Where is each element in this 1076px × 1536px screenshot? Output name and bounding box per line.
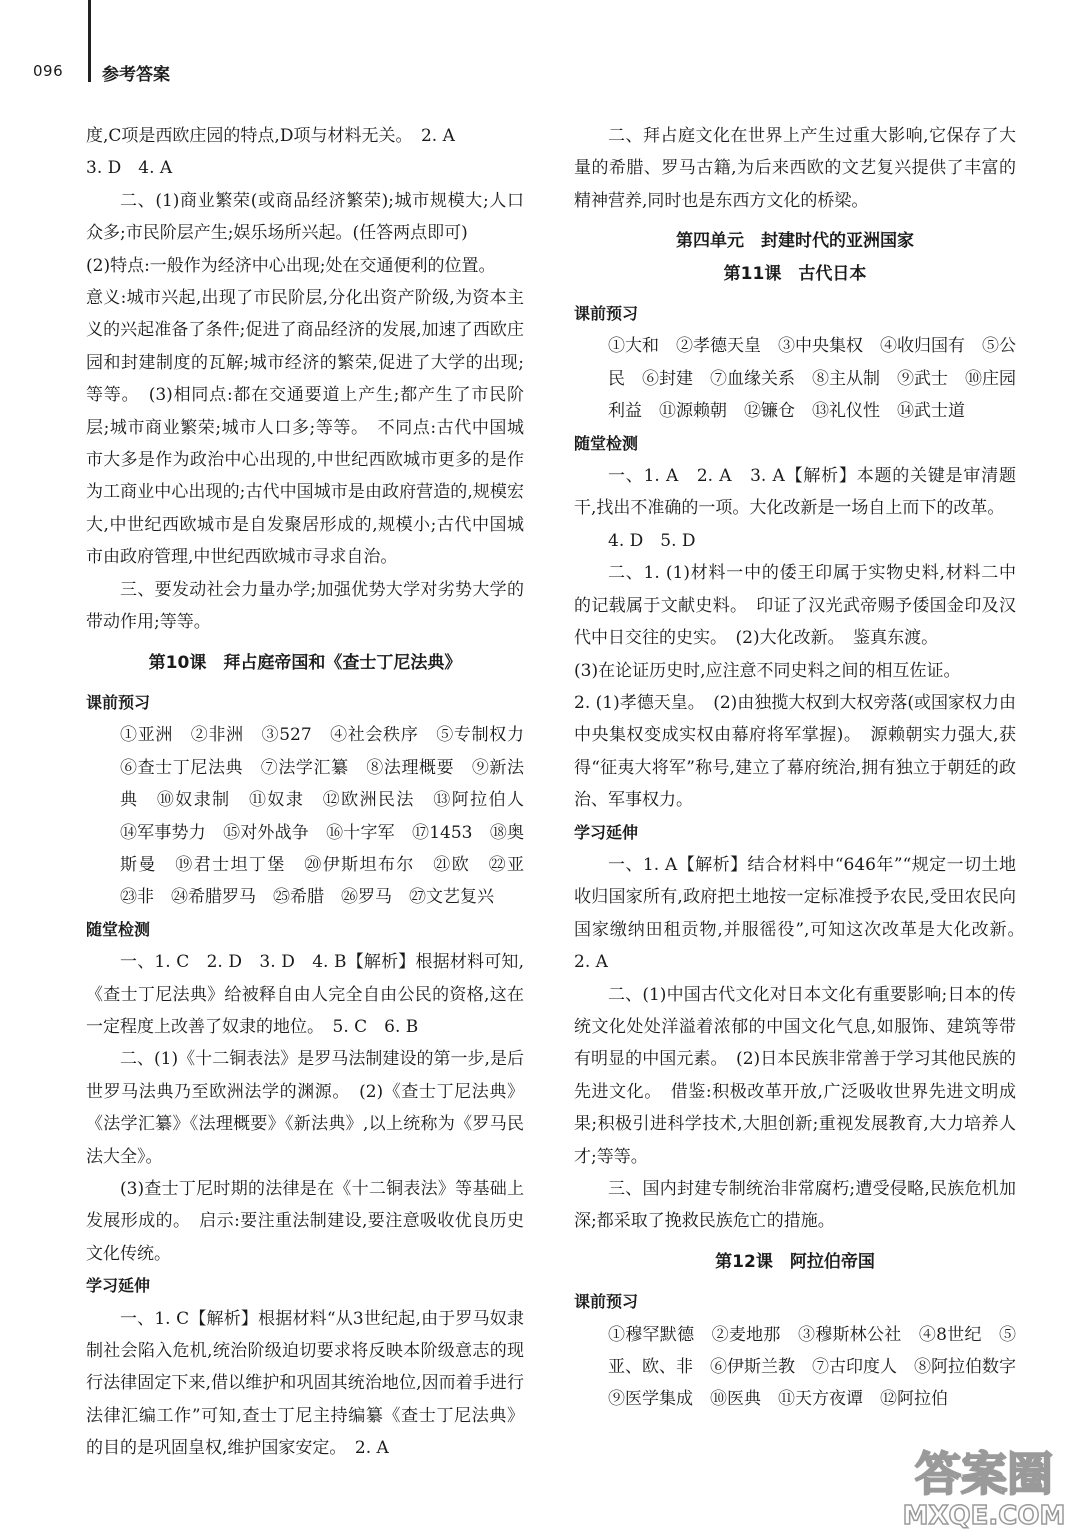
left-column bbox=[86, 120, 541, 1465]
answer-paragraph: 意义:城市兴起,出现了市民阶层,分化出资产阶级,为资本主义的兴起准备了条件;促进了商品经济的发展,加速了西欧庄园和封建制度的瓦解;城市经济的繁荣,促进了大学的出现;等等。 (3)相同点:都在交通要道上产生;都产生了市民阶层;城市商业繁荣;城市人口多;等等。 不同点:古代中国城市大多是作为政治中心出现的,中世纪西欧城市更多的是作为工商业中心出现的;古代中国城市是由政府营造的,规模宏大,中世纪西欧城市是自发聚居形成的,规模小;古代中国城市由政府管理,中世纪西欧城市寻求自治。 bbox=[86, 288, 524, 568]
header-title: 参考答案 bbox=[102, 65, 170, 85]
answer-paragraph: 4. D 5. D bbox=[608, 530, 696, 551]
lesson-heading: 第11课 古代日本 bbox=[723, 263, 867, 284]
section-label: 随堂检测 bbox=[86, 919, 151, 939]
answer-paragraph: 2. (1)孝德天皇。 (2)由独揽大权到大权旁落(或国家权力由中央集权变成实权由幕府将军掌握)。 源赖朝实力强大,获得“征夷大将军”称号,建立了幕府统治,拥有独立于朝廷的政治、军事权力。 bbox=[574, 692, 1016, 811]
answer-paragraph: 二、拜占庭文化在世界上产生过重大影响,它保存了大量的希腊、罗马古籍,为后来西欧的文艺复兴提供了丰富的精神营养,同时也是东西方文化的桥梁。 bbox=[574, 126, 1016, 211]
answer-paragraph: ①亚洲 ②非洲 ③527 ④社会秩序 ⑤专制权力 ⑥查士丁尼法典 ⑦法学汇纂 ⑧法理概要 ⑨新法典 ⑩奴隶制 ⑪奴隶 ⑫欧洲民法 ⑬阿拉伯人 ⑭军事势力 ⑮对外战争 ⑯十字军 ⑰1453 ⑱奥斯曼 ⑲君士坦丁堡 ⑳伊斯坦布尔 ㉑欧 ㉒亚 ㉓非 ㉔希腊罗马 ㉕希腊 ㉖罗马 ㉗文艺复兴 bbox=[120, 725, 541, 908]
answer-paragraph: (3)在论证历史时,应注意不同史料之间的相互佐证。 bbox=[574, 660, 961, 681]
answer-paragraph: 二、(1)《十二铜表法》是罗马法制建设的第一步,是后世罗马法典乃至欧洲法学的渊源。 (2)《查士丁尼法典》《法学汇纂》《法理概要》《新法典》,以上统称为《罗马民法大全》。 bbox=[86, 1049, 524, 1167]
answer-paragraph: ①穆罕默德 ②麦地那 ③穆斯林公社 ④8世纪 ⑤亚、欧、非 ⑥伊斯兰教 ⑦古印度人 ⑧阿拉伯数字 ⑨医学集成 ⑩医典 ⑪天方夜谭 ⑫阿拉伯 bbox=[608, 1324, 1033, 1410]
section-label: 学习延伸 bbox=[574, 822, 639, 842]
answer-paragraph: 一、1. C 2. D 3. D 4. B【解析】根据材料可知,《查士丁尼法典》给被释自由人完全自由公民的资格,这在一定程度上改善了奴隶的地位。 5. C 6. B bbox=[86, 952, 524, 1037]
answer-paragraph: 一、1. A 2. A 3. A【解析】本题的关键是审清题干,找出不准确的一项。大化改新是一场自上而下的改革。 bbox=[574, 466, 1016, 519]
answer-paragraph: ①大和 ②孝德天皇 ③中央集权 ④收归国有 ⑤公民 ⑥封建 ⑦血缘关系 ⑧主从制 ⑨武士 ⑩庄园利益 ⑪源赖朝 ⑫镰仓 ⑬礼仪性 ⑭武士道 bbox=[608, 336, 1016, 422]
page-number: 096 bbox=[33, 62, 64, 80]
answer-paragraph: 度,C项是西欧庄园的特点,D项与材料无关。 2. A bbox=[86, 126, 455, 146]
watermark-text-cn: 答案圈 bbox=[915, 1447, 1053, 1501]
answer-paragraph: 一、1. C【解析】根据材料“从3世纪起,由于罗马奴隶制社会陷入危机,统治阶级迫切要求将反映本阶级意志的现行法律固定下来,借以维护和巩固其统治地位,因而着手进行法律汇编工作”可知,查士丁尼主持编纂《查士丁尼法典》的目的是巩固皇权,维护国家安定。 2. A bbox=[86, 1308, 524, 1459]
section-label: 课前预习 bbox=[86, 692, 151, 712]
section-label: 随堂检测 bbox=[574, 433, 639, 453]
section-label: 学习延伸 bbox=[86, 1276, 151, 1296]
header-divider bbox=[88, 0, 91, 82]
answer-paragraph: 二、(1)中国古代文化对日本文化有重要影响;日本的传统文化处处洋溢着浓郁的中国文化气息,如服饰、建筑等带有明显的中国元素。 (2)日本民族非常善于学习其他民族的先进文化。 借鉴:积极改革开放,广泛吸收世界先进文明成果;积极引进科学技术,大胆创新;重视发展教育,大力培养人才;等等。 bbox=[574, 984, 1016, 1167]
answer-paragraph: 三、国内封建专制统治非常腐朽;遭受侵略,民族危机加深;都采取了挽救民族危亡的措施。 bbox=[574, 1179, 1016, 1232]
right-column bbox=[574, 120, 1033, 1416]
section-label: 课前预习 bbox=[574, 1292, 639, 1312]
answer-paragraph: 3. D 4. A bbox=[86, 158, 173, 179]
watermark-text-en: MXQE.COM bbox=[902, 1501, 1066, 1531]
section-label: 课前预习 bbox=[574, 304, 639, 324]
answer-paragraph: 三、要发动社会力量办学;加强优势大学对劣势大学的带动作用;等等。 bbox=[86, 579, 524, 633]
lesson-heading: 第12课 阿拉伯帝国 bbox=[715, 1251, 875, 1272]
answer-paragraph: 一、1. A【解析】结合材料中“646年”“规定一切土地收归国家所有,政府把土地按一定标准授予农民,受田农民向国家缴纳田租贡物,并服徭役”,可知这次改革是大化改新。 2. A bbox=[574, 854, 1033, 973]
lesson-heading: 第四单元 封建时代的亚洲国家 bbox=[676, 231, 914, 252]
page-header bbox=[0, 0, 1076, 90]
answer-paragraph: (3)查士丁尼时期的法律是在《十二铜表法》等基础上发展形成的。 启示:要注重法制建设,要注意吸收优良历史文化传统。 bbox=[86, 1179, 524, 1264]
answer-paragraph: (2)特点:一般作为经济中心出现;处在交通便利的位置。 bbox=[86, 255, 496, 276]
watermark-logo bbox=[892, 1440, 1072, 1532]
answer-paragraph: 二、(1)商业繁荣(或商品经济繁荣);城市规模大;人口众多;市民阶层产生;娱乐场所兴起。(任答两点即可) bbox=[86, 190, 524, 244]
answer-paragraph: 二、1. (1)材料一中的倭王印属于实物史料,材料二中的记载属于文献史料。 印证了汉光武帝赐予倭国金印及汉代中日交往的史实。 (2)大化改新。 鉴真东渡。 bbox=[574, 563, 1016, 649]
lesson-heading: 第10课 拜占庭帝国和《查士丁尼法典》 bbox=[148, 652, 462, 673]
